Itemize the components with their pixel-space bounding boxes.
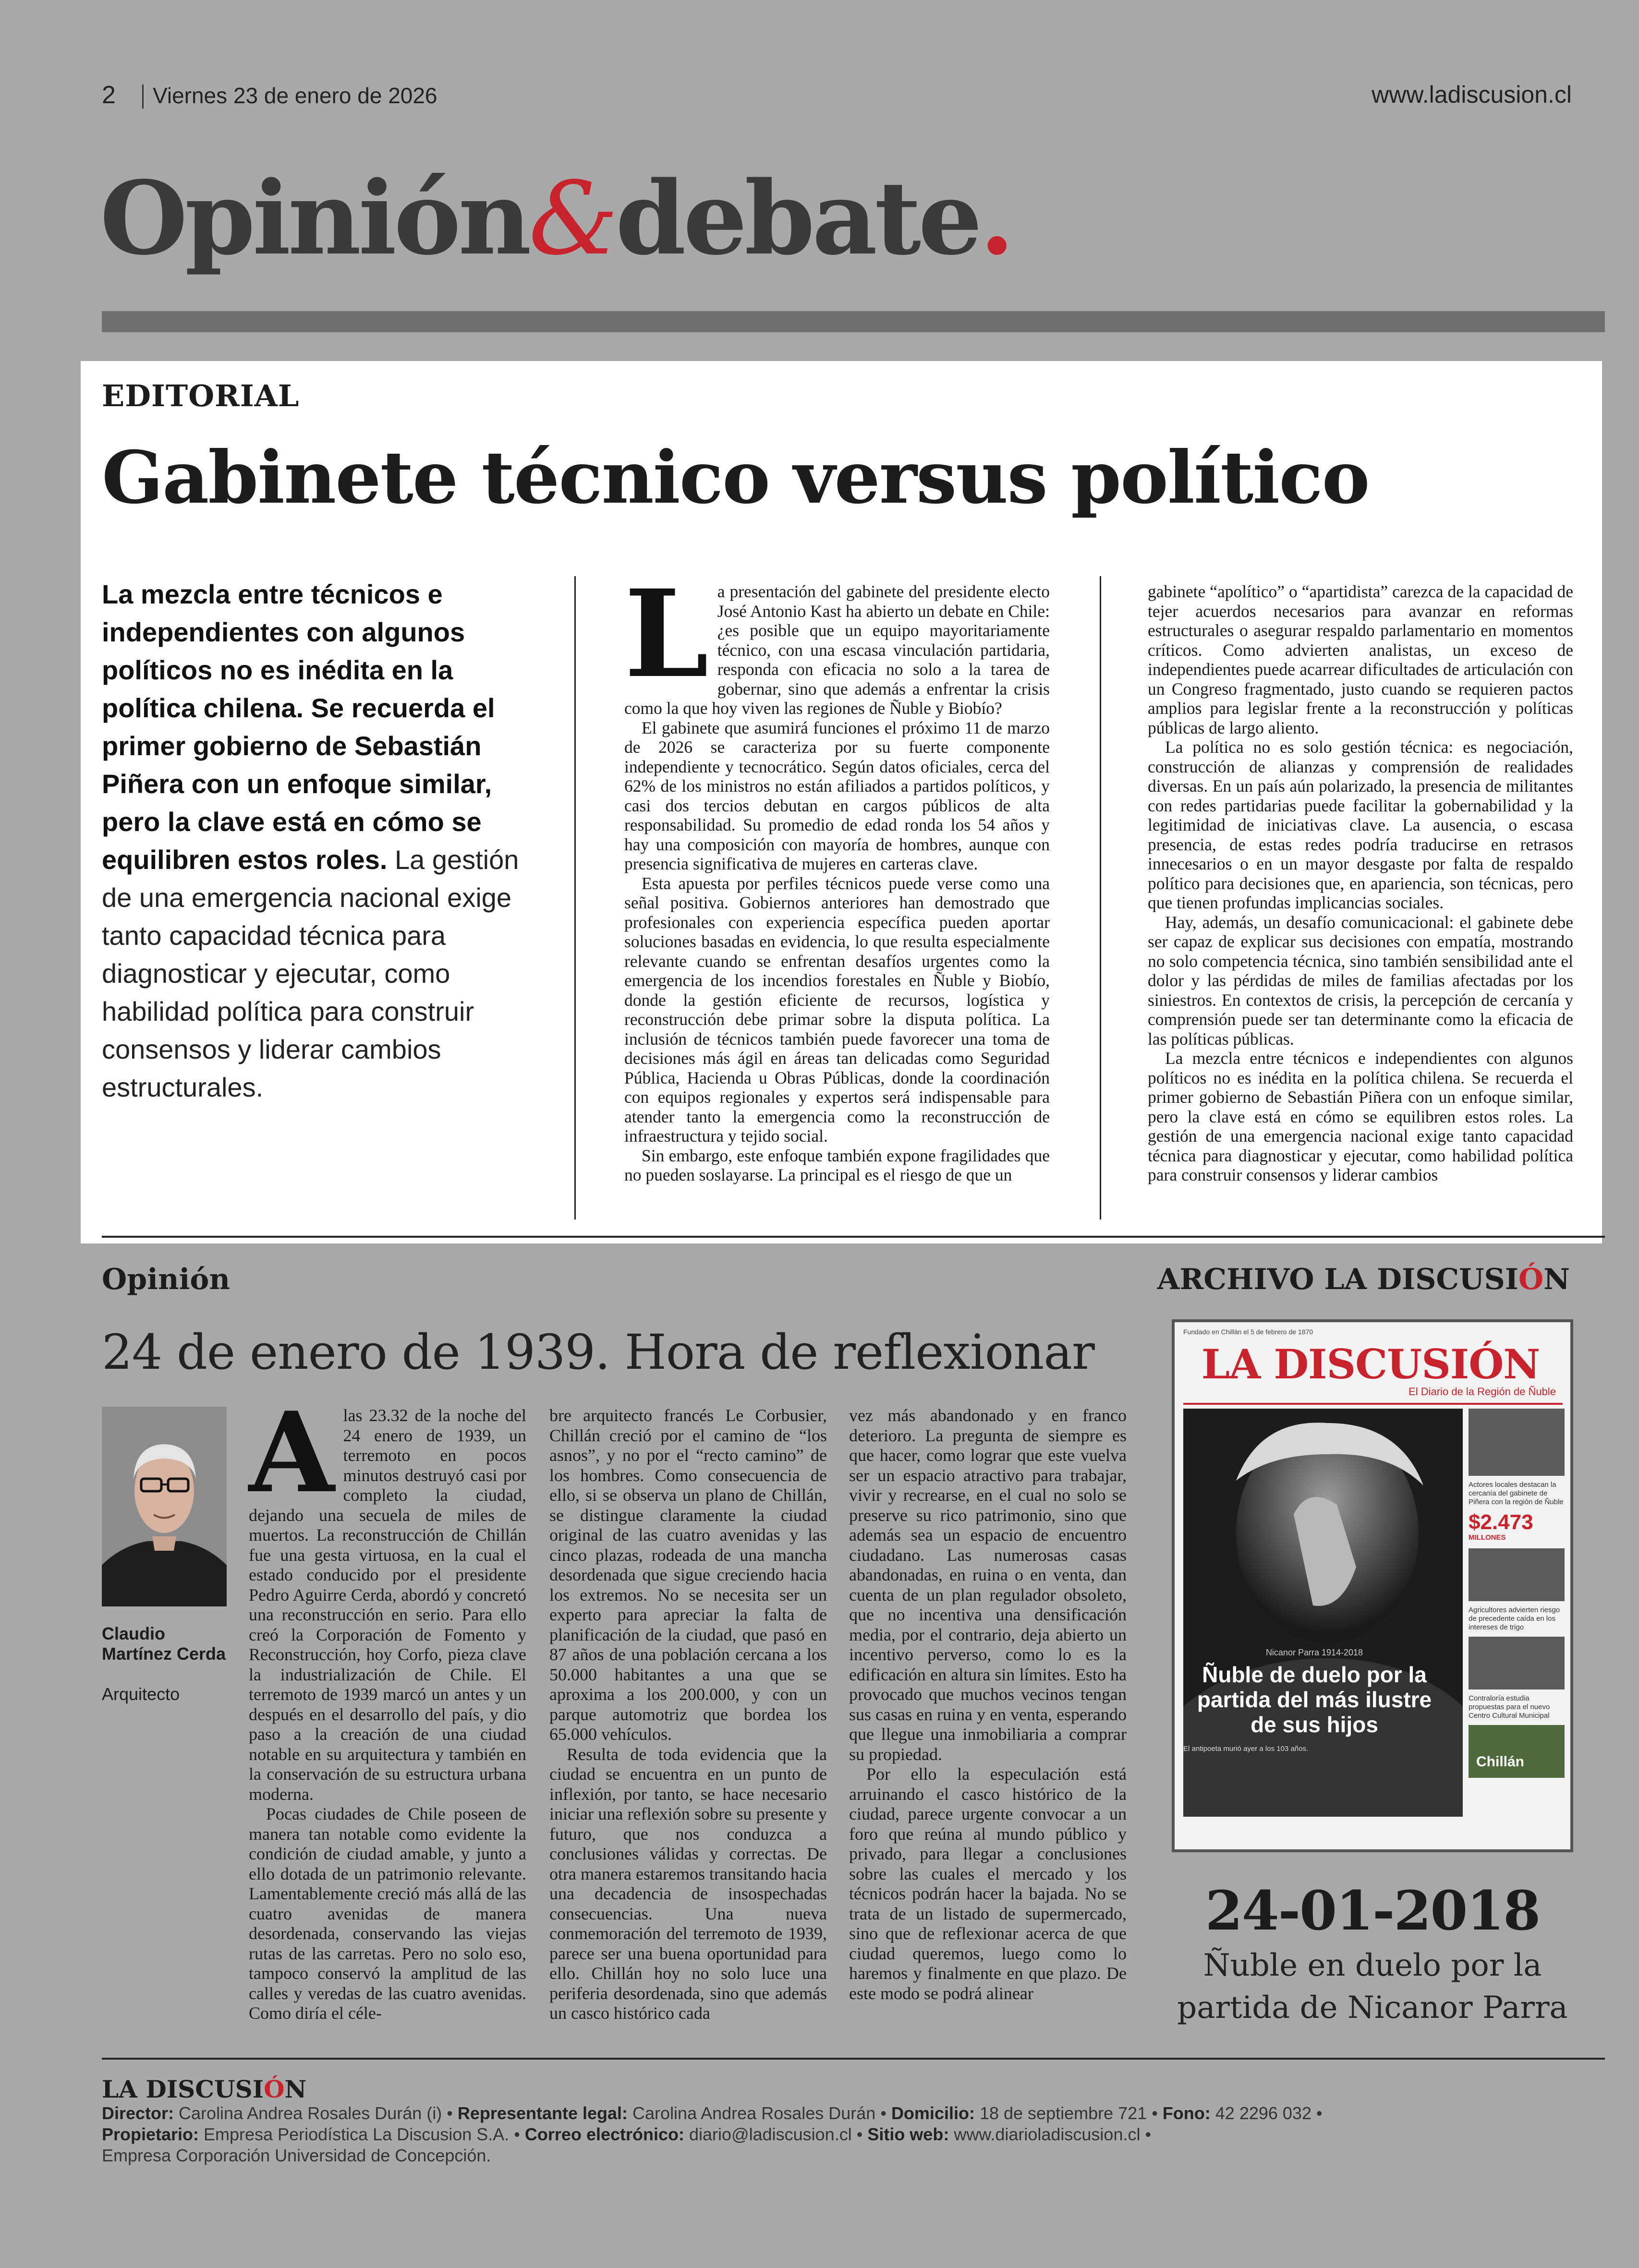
editorial-bottom-rule [102,1236,1605,1238]
opinion-label: Opinión [102,1263,231,1296]
editorial-paragraph: La política no es solo gestión técnica: es negociación, construcción de alianzas y comprensión de realidades diversas. En un país aún polarizado, la presencia de militantes con redes partidarias puede facilitar la gobernabilidad y la legitimidad de iniciativas clave. La ausencia, o escasa presencia, de estas redes podría traducirse en retrasos innecesarios o en un mayor desgaste por falta de respaldo político para decisiones que, en apariencia, son técnicas, pero que tienen profundas implicancias sociales. [1148,737,1573,912]
front-page-headline: Ñuble de duelo por la partida del más ilustre de sus hijos [1197,1662,1432,1737]
editorial-paragraph: Sin embargo, este enfoque también expone fragilidades que no pueden soslayarse. La principal es el riesgo de que un [624,1146,1050,1184]
section-title [100,159,1012,277]
front-page-founded: Fundado en Chillán el 5 de febrero de 1870 [1183,1328,1313,1336]
opinion-paragraph: Alas 23.32 de la noche del 24 enero de 1939, un terremoto en pocos minutos destruyó casi por completo la ciudad, dejando una secuela de miles de muertos. La reconstrucción de Chillán fue una gesta virtuosa, en la cual el estado conducido por el presidente Pedro Aguirre Cerda, abordó y concretó una reconstrucción en serio. Para ello creó la Corporación de Fomento y Reconstrucción, hoy Corfo, pieza clave la industrialización de Chile. El terremoto de 1939 marcó un antes y un después en el desarrollo del país, y dio paso a la creación de una ciudad notable en su arquitectura y también en la conservación de su estructura urbana moderna. [249,1388,526,1804]
front-page-photo-label: Nicanor Parra 1914-2018 [1265,1648,1363,1657]
opinion-column-1 [249,1388,526,2024]
front-page-photo [1183,1409,1463,1817]
header-separator [142,84,144,109]
front-page-amount-label: MILLONES [1469,1533,1506,1542]
archive-front-page[interactable] [1172,1319,1573,1852]
editorial-paragraph: La mezcla entre técnicos e independientes con algunos políticos no es inédita en la política chilena. Se recuerda el primer gobierno de Sebastián Piñera con un enfoque similar, pero la clave está en cómo se equilibren estos roles. La gestión de una emergencia nacional exige tanto capacidad técnica para diagnosticar y ejecutar, como habilidad política para construir consensos y liderar cambios [1148,1049,1573,1184]
editorial-paragraph: La presentación del gabinete del presidente electo José Antonio Kast ha abierto un debate en Chile: ¿es posible que un equipo mayoritariamente técnico, con una escasa vinculación partidaria, responda con eficacia no solo a la tarea de gobernar, sino que además a enfrentar la crisis como la que hoy viven las regiones de Ñuble y Biobío? [624,563,1050,718]
editorial-kicker: EDITORIAL [102,378,300,413]
editorial-paragraph: Hay, además, un desafío comunicacional: el gabinete debe ser capaz de explicar sus decisiones con empatía, mostrando no solo competencia técnica, sino también sensibilidad ante el dolor y las pérdidas de miles de familias afectadas por los siniestros. En contextos de crisis, la percepción de cercanía y comprensión puede ser tan determinante como la eficacia de las políticas públicas. [1148,912,1573,1049]
front-page-strip [1183,1403,1563,1405]
opinion-title: 24 de enero de 1939. Hora de reflexionar [102,1324,1094,1380]
editorial-paragraph: gabinete “apolítico” o “apartidista” carezca de la capacidad de tejer acuerdos necesarios para avanzar en reformas estructurales o asegurar respaldo parlamentario en momentos críticos. Como advierten analistas, un exceso de independientes puede acarrear dificultades de articulación con un Congreso fragmentado, justo cuando se requieren pactos amplios para legislar frente a la reconstrucción y políticas públicas de largo aliento. [1148,582,1573,737]
author-portrait-icon [102,1407,227,1606]
front-page-masthead: LA DISCUSIÓN [1201,1340,1540,1388]
footer-credits [102,2103,1610,2166]
editorial-paragraph: El gabinete que asumirá funciones el próximo 11 de marzo de 2026 se caracteriza por su fuerte componente independiente y tecnocrático. Según datos oficiales, cerca del 62% de los ministros no están afiliados a partidos políticos, y casi dos tercios debutan en cargos públicos de alta responsabilidad. Su promedio de edad ronda los 54 años y hay una composición con mayoría de hombres, aunque con presencia significativa de mujeres en carteras clave. [624,718,1050,873]
front-page-side-text: Agricultores advierten riesgo de precedente caída en los intereses de trigo [1469,1606,1560,1631]
editorial-lead [102,575,520,1106]
front-page-side-text: Actores locales destacan la cercanía del gabinete de Piñera con la región de Ñuble [1469,1481,1564,1506]
column-divider [1100,576,1101,1219]
footer-line-2: Propietario: Empresa Periodística La Discusion S.A. • Correo electrónico: diario@ladiscusion.cl • Sitio web: www.diarioladiscusion.cl • [102,2124,1152,2144]
issue-date: Viernes 23 de enero de 2026 [153,83,437,108]
front-page-tagline: El Diario de la Región de Ñuble [1408,1386,1556,1398]
section-dot: . [979,159,1012,277]
front-page-sidebar [1469,1409,1565,1841]
front-page-footnote: El antipoeta murió ayer a los 103 años. [1183,1745,1309,1753]
archive-label: ARCHIVO LA DISCUSIÓN [1157,1263,1570,1296]
front-page-amount: $2.473 [1469,1510,1533,1534]
footer-line-3: Empresa Corporación Universidad de Concepción. [102,2146,491,2165]
column-divider [574,576,576,1219]
section-ampersand: & [528,160,616,277]
editorial-lead-regular: La gestión de una emergencia nacional exige tanto capacidad técnica para diagnosticar y ejecutar, como habilidad política para construir consensos y liderar cambios estructurales. [102,844,519,1102]
opinion-column-2 [549,1406,827,2024]
front-page-thumb [1469,1409,1565,1476]
poet-portrait-icon [1183,1409,1463,1817]
front-page-brand: Chillán [1469,1725,1565,1778]
editorial-paragraph: Esta apuesta por perfiles técnicos puede verse como una señal positiva. Gobiernos anteriores han demostrado que profesionales con experiencia específica pueden aportar soluciones basadas en evidencia, lo que resulta especialmente relevante cuando se enfrentan desafíos urgentes como la emergencia de los incendios forestales en Ñuble y Biobío, donde la gestión eficiente de recursos, logística y reconstrucción debe primar sobre la disputa política. La inclusión de técnicos también puede favorecer una toma de decisiones más ágil en áreas tan delicadas como Seguridad Pública, Hacienda u Obras Públicas, donde la coordinación con equipos regionales y expertos será indispensable para atender tanto la emergencia como la reconstrucción de infraestructura y tejido social. [624,873,1050,1146]
editorial-lead-bold: La mezcla entre técnicos e independientes con algunos políticos no es inédita en la política chilena. Se recuerda el primer gobierno de Sebastián Piñera con un enfoque similar, pero la clave está en cómo se equilibren estos roles. [102,579,495,875]
editorial-column-2 [1148,582,1573,1185]
footer-line-1: Director: Carolina Andrea Rosales Durán (i) • Representante legal: Carolina Andrea Rosales Durán • Domicilio: 18 de septiembre 721 • Fono: 42 2296 032 • [102,2103,1323,2123]
section-word-1: Opinión [100,159,529,277]
opinion-paragraph: Pocas ciudades de Chile poseen de manera tan notable como evidente la condición de ciudad amable, y junto a ello dotada de un patrimonio relevante. Lamentablemente creció más allá de las cuatro avenidas de manera desordenada, conservando las viejas rutas de las carretas. Pero no solo eso, tampoco conservó la amplitud de las calles y veredas de las cuatro avenidas. Como diría el céle- [249,1804,526,2023]
opinion-paragraph: bre arquitecto francés Le Corbusier, Chillán creció por el camino de “los asnos”, y no por el “recto camino” de los hombres. Como consecuencia de ello, si se observa un plano de Chillán, se distingue claramente la ciudad original de las cuatro avenidas y las cinco plazas, rodeada de una mancha desordenada que sigue creciendo hacia los extremos. No se necesita ser un experto para apreciar la falta de planificación de la ciudad, que pasó en 87 años de una población cercana a los 50.000 habitantes a una que se aproxima a los 200.000, y con un parque automotriz que bordea los 65.000 vehículos. [549,1406,827,1744]
site-url[interactable]: www.ladiscusion.cl [1372,81,1572,108]
front-page-side-text: Contraloría estudia propuestas para el nuevo Centro Cultural Municipal [1469,1694,1550,1720]
front-page-thumb [1469,1548,1565,1601]
footer-rule [102,2058,1605,2060]
page-number: 2 [102,81,116,109]
author-role: Arquitecto [102,1684,180,1704]
opinion-dropcap: A [249,1388,335,1518]
opinion-paragraph: Por ello la especulación está arruinando el casco histórico de la ciudad, parece urgente convocar a un foro que reúna al mundo público y privado, para llegar a conclusiones sobre las cuales el mercado y los técnicos podrán hacer la bajada. No se trata de un listado de supermercado, sino que de reflexionar acerca de que ciudad queremos, luego como lo haremos y finalmente en que plazo. De este modo se podrá alinear [849,1764,1127,2003]
opinion-paragraph: vez más abandonado y en franco deterioro. La pregunta de siempre es que hacer, como lograr que este vuelva ser un espacio atractivo para trabajar, vivir y recrearse, en el cual no solo se preserve su rico patrimonio, sino que además sea un espacio de encuentro ciudadano. Las numerosas casas abandonadas, en ruina o en venta, dan cuenta de un plan regulador obsoleto, que no incentiva una densificación media, por el contrario, deja abierto un incentivo perverso, como lo es la edificación en altura sin límites. Esto ha provocado que muchos vecinos tengan sus casas en ruina y en venta, esperando que llegue una inmobiliaria a comprar su propiedad. [849,1406,1127,1764]
archive-description: Ñuble en duelo por la partida de Nicanor Parra [1177,1948,1568,2026]
section-rule [102,311,1605,332]
front-page-thumb [1469,1637,1565,1689]
archive-date: 24-01-2018 [1205,1880,1540,1942]
opinion-paragraph: Resulta de toda evidencia que la ciudad se encuentra en un punto de inflexión, por tanto, se hace necesario iniciar una reflexión sobre su presente y futuro, que nos conduzca a conclusiones válidas y correctas. De otra manera estaremos transitando hacia una decadencia de insospechadas consecuencias. Una nueva conmemoración del terremoto de 1939, parece ser una buena oportunidad para ello. Chillán hoy no solo luce una periferia desordenada, sino que además un casco histórico cada [549,1744,827,2023]
editorial-dropcap: L [624,563,709,704]
section-word-2: debate [615,159,980,277]
author-photo [102,1407,227,1606]
editorial-column-1 [624,563,1050,1185]
footer-masthead: LA DISCUSIÓN [102,2075,307,2103]
opinion-column-3 [849,1406,1127,2003]
author-name: Claudio Martínez Cerda [102,1624,226,1664]
editorial-headline: Gabinete técnico versus político [102,435,1369,520]
